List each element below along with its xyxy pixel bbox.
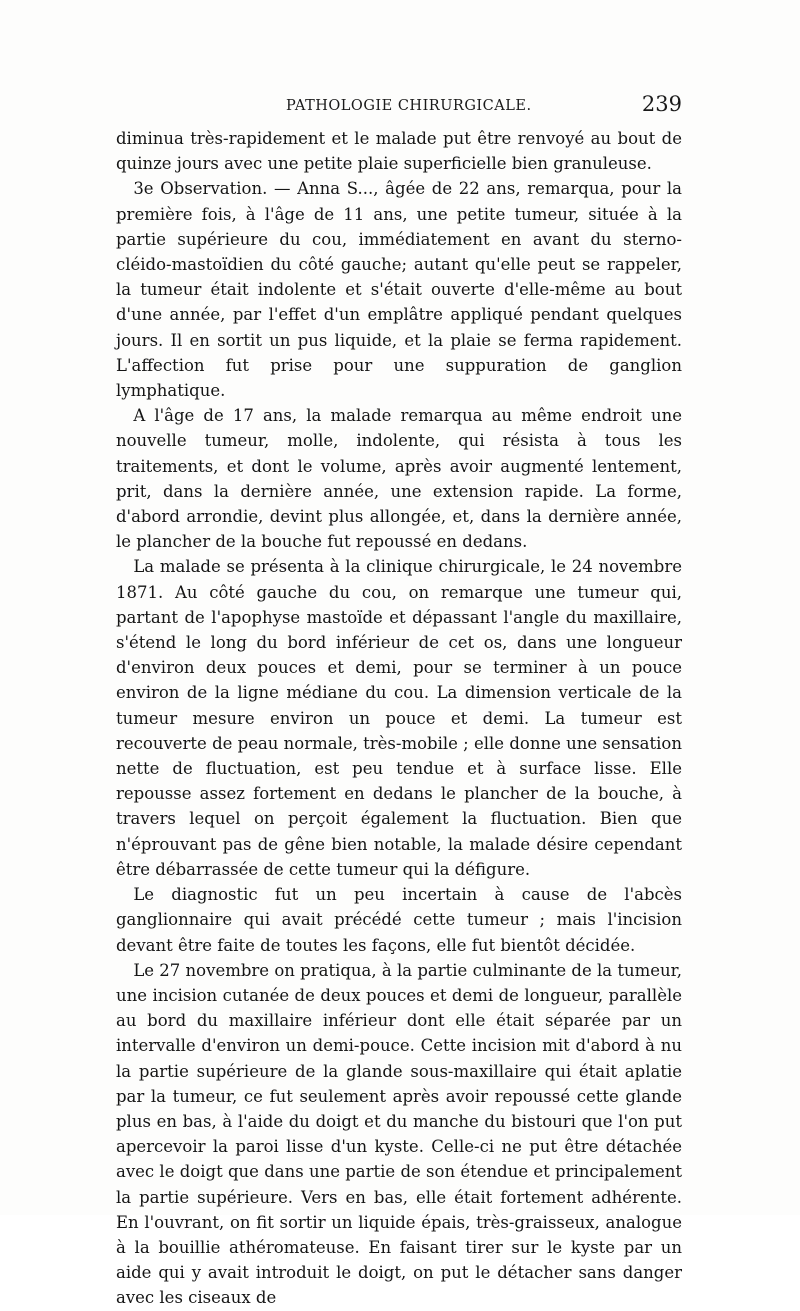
body-text: [116, 126, 682, 1311]
paragraph: Le diagnostic fut un peu incertain à cause de l'abcès ganglionnaire qui avait précédé cette tumeur ; mais l'incision devant être faite de toutes les façons, elle fut bientôt décidée.: [116, 885, 682, 955]
running-title: PATHOLOGIE CHIRURGICALE.: [286, 98, 532, 114]
paragraph: La malade se présenta à la clinique chirurgicale, le 24 novembre 1871. Au côté gauche du cou, on remarque une tumeur qui, partant de l'apophyse mastoïde et dépassant l'angle du maxillaire, s'étend le long du bord inférieur de cet os, dans une longueur d'environ deux pouces et demi, pour se terminer à un pouce environ de la ligne médiane du cou. La dimension verticale de la tumeur mesure environ un pouce et demi. La tumeur est recouverte de peau normale, très-mobile ; elle donne une sensation nette de fluctuation, est peu tendue et à surface lisse. Elle repousse assez fortement en dedans le plancher de la bouche, à travers lequel on perçoit également la fluctuation. Bien que n'éprouvant pas de gêne bien notable, la malade désire cependant être débarrassée de cette tumeur qui la défigure.: [116, 557, 682, 879]
page-number: 239: [641, 92, 682, 116]
paragraph: 3e Observation. — Anna S..., âgée de 22 ans, remarqua, pour la première fois, à l'âge de 11 ans, une petite tumeur, située à la partie supérieure du cou, immédiatement en avant du sterno-cléido-mastoïdien du côté gauche; autant qu'elle peut se rappeler, la tumeur était indolente et s'était ouverte d'elle-même au bout d'une année, par l'effet d'un emplâtre appliqué pendant quelques jours. Il en sortit un pus liquide, et la plaie se ferma rapidement. L'affection fut prise pour une suppuration de ganglion lymphatique.: [116, 179, 682, 401]
paragraph: diminua très-rapidement et le malade put être renvoyé au bout de quinze jours avec une petite plaie superficielle bien granuleuse.: [116, 129, 682, 174]
paragraph: A l'âge de 17 ans, la malade remarqua au même endroit une nouvelle tumeur, molle, indolente, qui résista à tous les traitements, et dont le volume, après avoir augmenté lentement, prit, dans la dernière année, une extension rapide. La forme, d'abord arrondie, devint plus allongée, et, dans la dernière année, le plancher de la bouche fut repoussé en dedans.: [116, 406, 682, 552]
paragraph: Le 27 novembre on pratiqua, à la partie culminante de la tumeur, une incision cutanée de deux pouces et demi de longueur, parallèle au bord du maxillaire inférieur dont elle était séparée par un intervalle d'environ un demi-pouce. Cette incision mit d'abord à nu la partie supérieure de la glande sous-maxillaire qui était aplatie par la tumeur, ce fut seulement après avoir repoussé cette glande plus en bas, à l'aide du doigt et du manche du bistouri que l'on put apercevoir la paroi lisse d'un kyste. Celle-ci ne put être détachée avec le doigt que dans une partie de son étendue et principalement la partie supérieure. Vers en bas, elle était fortement adhérente. En l'ouvrant, on fit sortir un liquide épais, très-graisseux, analogue à la bouillie athéromateuse. En faisant tirer sur le kyste par un aide qui y avait introduit le doigt, on put le détacher sans danger avec les ciseaux de: [116, 960, 682, 1308]
running-head: [116, 92, 682, 122]
